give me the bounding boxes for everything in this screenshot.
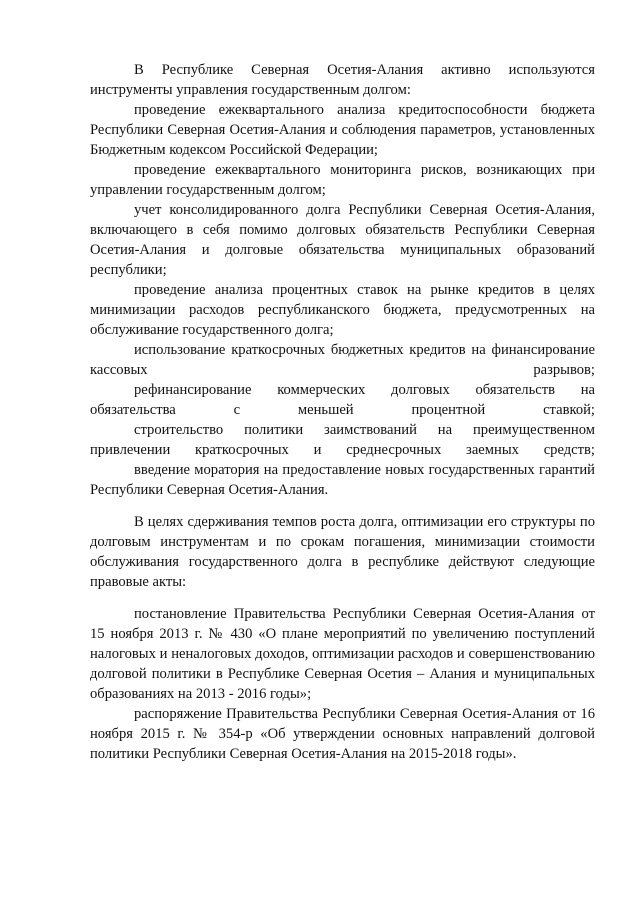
legal-act-order-354r: распоряжение Правительства Республики Северная Осетия-Алания от 16 ноября 2015 г. № 354-р «Об утверждении основных направлений долговой политики Республики Северная Осетия-Алания на 2015-2018 годы». [90, 706, 595, 762]
legal-acts-intro-paragraph: В целях сдерживания темпов роста долга, оптимизации его структуры по долговым инструментам и по срокам погашения, минимизации стоимости обслуживания государственного долга в республике действуют следующие правовые акты: [90, 514, 595, 590]
list-item-quarterly-analysis: проведение ежеквартального анализа кредитоспособности бюджета Республики Северная Осетия-Алания и соблюдения параметров, установленных Бюджетным кодексом Российской Федерации; [90, 102, 595, 158]
list-item-refinancing: рефинансирование коммерческих долговых обязательств на обязательства с меньшей процентной ставкой; [90, 382, 595, 418]
legal-act-resolution-430: постановление Правительства Республики Северная Осетия-Алания от 15 ноября 2013 г. № 430 «О плане мероприятий по увеличению поступлений налоговых и неналоговых доходов, оптимизации расходов и совершенствованию долговой политики в Республике Северная Осетия – Алания и муниципальных образованиях на 2013 - 2016 годы»; [90, 606, 595, 702]
list-item-short-term-credits: использование краткосрочных бюджетных кредитов на финансирование кассовых разрывов; [90, 342, 595, 378]
list-item-risk-monitoring: проведение ежеквартального мониторинга рисков, возникающих при управлении государственным долгом; [90, 162, 595, 198]
paragraph-gap [90, 500, 595, 512]
list-item-guarantee-moratorium: введение моратория на предоставление новых государственных гарантий Республики Северная Осетия-Алания. [90, 462, 595, 498]
paragraph-gap [90, 592, 595, 604]
list-item-borrowing-policy: строительство политики заимствований на преимущественном привлечении краткосрочных и среднесрочных заемных средств; [90, 422, 595, 458]
document-page [90, 60, 595, 764]
intro-paragraph: В Республике Северная Осетия-Алания активно используются инструменты управления государственным долгом: [90, 62, 595, 98]
list-item-consolidated-debt: учет консолидированного долга Республики Северная Осетия-Алания, включающего в себя помимо долговых обязательств Республики Северная Осетия-Алания и долговые обязательства муниципальных образований республики; [90, 202, 595, 278]
list-item-interest-rate-analysis: проведение анализа процентных ставок на рынке кредитов в целях минимизации расходов республиканского бюджета, предусмотренных на обслуживание государственного долга; [90, 282, 595, 338]
